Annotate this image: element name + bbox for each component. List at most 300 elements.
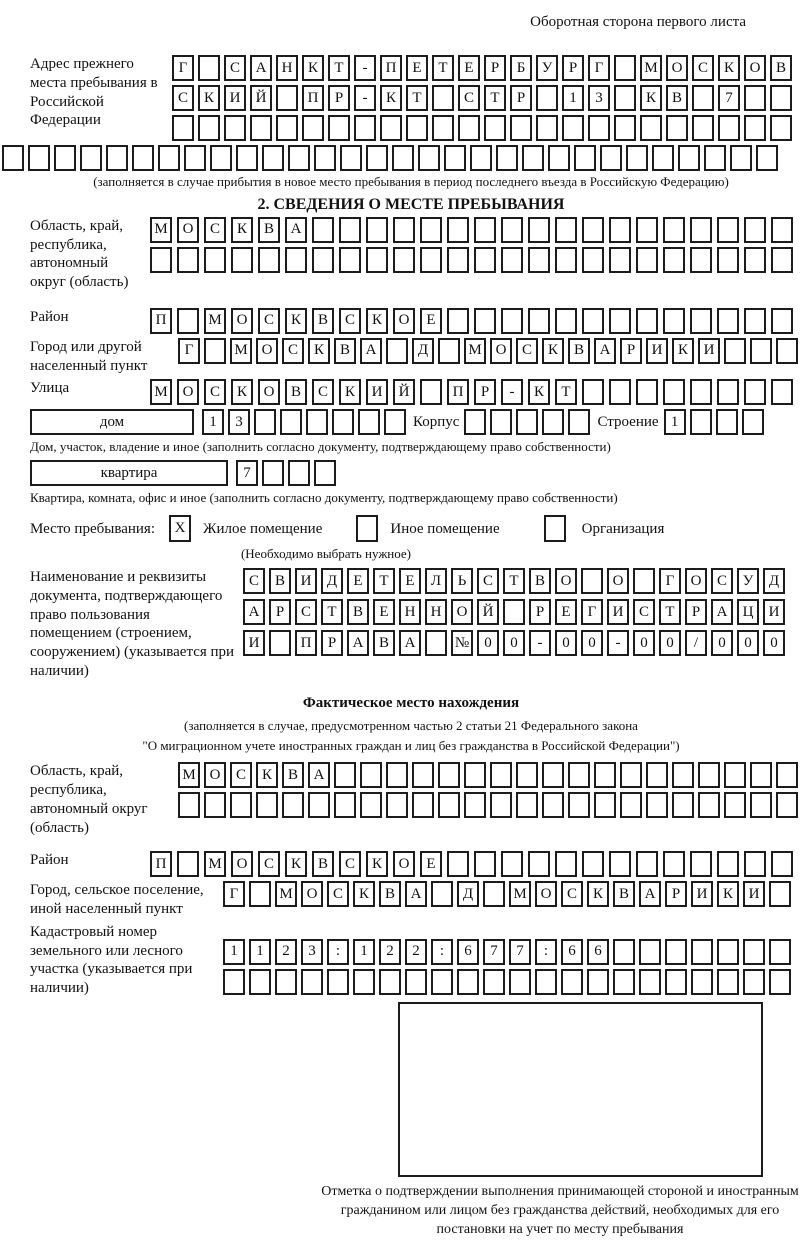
char-cell	[332, 409, 354, 435]
char-cell	[474, 217, 496, 243]
char-cell	[358, 409, 380, 435]
char-cell: С	[258, 308, 280, 334]
char-cell	[663, 217, 685, 243]
char-cell	[724, 792, 746, 818]
char-cell: -	[354, 85, 376, 111]
char-cell	[666, 115, 688, 141]
actual-district-row	[30, 851, 792, 877]
confirmation-note: Отметка о подтверждении выполнения принимающей стороной и иностранным гражданином или лицом без гражданства действий, необходимых для его постановки на учет по месту пребывания	[321, 1183, 799, 1237]
char-cell	[178, 792, 200, 818]
char-cell: Т	[373, 568, 395, 594]
char-cell	[771, 379, 793, 405]
char-cell	[184, 145, 206, 171]
document-label: Наименование и реквизиты документа, подтверждающего право пользования помещением (строением, сооружением) (указывается при наличии)	[30, 569, 235, 679]
char-cell	[447, 851, 469, 877]
char-cell: Т	[432, 55, 454, 81]
char-cell	[717, 308, 739, 334]
char-cell: И	[691, 881, 713, 907]
char-cell	[483, 969, 505, 995]
char-cell	[420, 217, 442, 243]
char-cell: А	[711, 599, 733, 625]
char-cell: Е	[420, 851, 442, 877]
char-cell	[704, 145, 726, 171]
char-cell	[561, 969, 583, 995]
char-cell: В	[347, 599, 369, 625]
char-cell	[536, 115, 558, 141]
section2-title: 2. СВЕДЕНИЯ О МЕСТЕ ПРЕБЫВАНИЯ	[257, 195, 565, 213]
char-cell	[198, 115, 220, 141]
char-cell	[501, 217, 523, 243]
korpus-label: Корпус	[413, 414, 460, 431]
section2-region-row	[30, 217, 792, 292]
char-cell	[379, 969, 401, 995]
char-cell: Р	[321, 630, 343, 656]
stay-type-checkbox-other-premises	[356, 515, 378, 542]
char-cell: 0	[555, 630, 577, 656]
char-cell: А	[347, 630, 369, 656]
char-cell	[613, 939, 635, 965]
char-cell	[636, 851, 658, 877]
char-cell	[204, 338, 226, 364]
char-cell: Ь	[451, 568, 473, 594]
char-cell	[594, 792, 616, 818]
char-cell	[177, 247, 199, 273]
char-cell	[750, 762, 772, 788]
char-cell	[600, 145, 622, 171]
char-cell	[204, 792, 226, 818]
char-cell: М	[275, 881, 297, 907]
char-cell: 2	[405, 939, 427, 965]
char-cell: С	[258, 851, 280, 877]
char-cell	[609, 379, 631, 405]
char-cell: Р	[510, 85, 532, 111]
char-cell: 2	[379, 939, 401, 965]
char-cell: Е	[399, 568, 421, 594]
char-cell	[438, 792, 460, 818]
char-cell: 0	[659, 630, 681, 656]
document-row-1	[243, 568, 785, 594]
actual-district-boxes	[150, 851, 793, 877]
char-cell	[282, 792, 304, 818]
char-cell	[406, 115, 428, 141]
char-cell	[474, 308, 496, 334]
char-cell: О	[301, 881, 323, 907]
char-cell: О	[607, 568, 629, 594]
char-cell	[177, 308, 199, 334]
korpus-boxes	[464, 409, 590, 435]
char-cell: К	[528, 379, 550, 405]
char-cell: С	[711, 568, 733, 594]
char-cell: 1	[664, 409, 686, 435]
char-cell: С	[224, 55, 246, 81]
char-cell	[698, 762, 720, 788]
char-cell: Ц	[737, 599, 759, 625]
char-cell: Т	[503, 568, 525, 594]
char-cell: К	[339, 379, 361, 405]
char-cell	[198, 55, 220, 81]
char-cell	[464, 409, 486, 435]
char-cell: А	[243, 599, 265, 625]
char-cell	[420, 247, 442, 273]
char-cell	[769, 881, 791, 907]
stay-type-option-residential-label: Жилое помещение	[203, 520, 323, 537]
char-cell	[328, 115, 350, 141]
char-cell	[750, 338, 772, 364]
char-cell	[568, 762, 590, 788]
char-cell: Г	[172, 55, 194, 81]
char-cell	[314, 145, 336, 171]
previous-address-row-1	[172, 55, 792, 81]
char-cell: Т	[328, 55, 350, 81]
char-cell: О	[535, 881, 557, 907]
char-cell: :	[535, 939, 557, 965]
char-cell: О	[231, 308, 253, 334]
char-cell	[717, 247, 739, 273]
char-cell	[483, 881, 505, 907]
char-cell: 7	[509, 939, 531, 965]
char-cell	[672, 762, 694, 788]
char-cell	[308, 792, 330, 818]
actual-region-row	[30, 762, 792, 837]
char-cell	[54, 145, 76, 171]
char-cell	[474, 851, 496, 877]
char-cell: В	[285, 379, 307, 405]
char-cell	[405, 969, 427, 995]
char-cell: О	[393, 851, 415, 877]
char-cell: О	[666, 55, 688, 81]
house-row	[30, 409, 792, 435]
char-cell	[636, 247, 658, 273]
char-cell	[204, 247, 226, 273]
char-cell: К	[542, 338, 564, 364]
char-cell	[776, 338, 798, 364]
char-cell	[384, 409, 406, 435]
document-row-3	[243, 630, 785, 656]
char-cell: Е	[420, 308, 442, 334]
char-cell: М	[640, 55, 662, 81]
char-cell	[106, 145, 128, 171]
house-note: Дом, участок, владение и иное (заполнить согласно документу, подтверждающему право собственности)	[30, 439, 611, 455]
actual-city-label: Город, сельское поселение, иной населенный пункт	[30, 882, 204, 918]
char-cell	[256, 792, 278, 818]
char-cell	[626, 145, 648, 171]
char-cell: И	[295, 568, 317, 594]
char-cell: 0	[503, 630, 525, 656]
char-cell: Е	[373, 599, 395, 625]
char-cell	[743, 969, 765, 995]
char-cell: -	[607, 630, 629, 656]
char-cell	[447, 247, 469, 273]
char-cell: В	[613, 881, 635, 907]
char-cell	[692, 115, 714, 141]
char-cell	[771, 217, 793, 243]
char-cell: П	[302, 85, 324, 111]
char-cell	[744, 247, 766, 273]
section2-city-label: Город или другой населенный пункт	[30, 338, 148, 374]
char-cell	[691, 969, 713, 995]
char-cell: Е	[458, 55, 480, 81]
char-cell: -	[354, 55, 376, 81]
char-cell	[172, 115, 194, 141]
char-cell: К	[366, 851, 388, 877]
char-cell	[501, 308, 523, 334]
section2-region-row-1	[150, 217, 793, 243]
char-cell	[28, 145, 50, 171]
char-cell: Д	[763, 568, 785, 594]
char-cell: С	[312, 379, 334, 405]
char-cell	[568, 409, 590, 435]
char-cell	[474, 247, 496, 273]
char-cell	[582, 217, 604, 243]
char-cell	[447, 308, 469, 334]
char-cell	[438, 338, 460, 364]
char-cell	[132, 145, 154, 171]
char-cell: К	[672, 338, 694, 364]
char-cell	[334, 792, 356, 818]
char-cell: С	[339, 851, 361, 877]
char-cell: Т	[321, 599, 343, 625]
char-cell: К	[366, 308, 388, 334]
char-cell	[380, 115, 402, 141]
char-cell	[535, 969, 557, 995]
char-cell	[275, 969, 297, 995]
char-cell	[639, 939, 661, 965]
char-cell	[510, 115, 532, 141]
char-cell: К	[308, 338, 330, 364]
char-cell	[80, 145, 102, 171]
char-cell	[280, 409, 302, 435]
char-cell	[542, 762, 564, 788]
char-cell	[609, 308, 631, 334]
char-cell: 0	[737, 630, 759, 656]
char-cell: С	[633, 599, 655, 625]
char-cell: А	[639, 881, 661, 907]
cadastral-row-1	[223, 939, 791, 965]
char-cell: И	[243, 630, 265, 656]
char-cell	[690, 409, 712, 435]
char-cell: -	[501, 379, 523, 405]
char-cell	[249, 969, 271, 995]
char-cell: Д	[412, 338, 434, 364]
char-cell	[724, 762, 746, 788]
char-cell: Р	[328, 85, 350, 111]
char-cell	[769, 939, 791, 965]
char-cell	[744, 379, 766, 405]
char-cell: С	[204, 379, 226, 405]
document-row-2	[243, 599, 785, 625]
char-cell: О	[490, 338, 512, 364]
char-cell: 0	[477, 630, 499, 656]
char-cell	[516, 762, 538, 788]
char-cell: Г	[659, 568, 681, 594]
char-cell: В	[269, 568, 291, 594]
char-cell: А	[360, 338, 382, 364]
char-cell: 6	[587, 939, 609, 965]
section2-district-label: Район	[30, 308, 69, 325]
char-cell	[340, 145, 362, 171]
char-cell: И	[366, 379, 388, 405]
char-cell: Д	[457, 881, 479, 907]
stay-type-checkbox-residential: X	[169, 515, 191, 542]
char-cell	[236, 145, 258, 171]
char-cell	[717, 379, 739, 405]
char-cell: №	[451, 630, 473, 656]
char-cell: М	[178, 762, 200, 788]
char-cell	[609, 217, 631, 243]
char-cell	[742, 409, 764, 435]
char-cell	[464, 792, 486, 818]
char-cell	[691, 939, 713, 965]
char-cell: И	[698, 338, 720, 364]
char-cell: М	[204, 851, 226, 877]
char-cell: В	[312, 308, 334, 334]
char-cell: С	[458, 85, 480, 111]
char-cell	[690, 247, 712, 273]
char-cell: К	[256, 762, 278, 788]
char-cell	[158, 145, 180, 171]
char-cell: 7	[483, 939, 505, 965]
char-cell	[555, 308, 577, 334]
char-cell: И	[763, 599, 785, 625]
char-cell: В	[373, 630, 395, 656]
char-cell: С	[477, 568, 499, 594]
char-cell: О	[231, 851, 253, 877]
char-cell	[276, 115, 298, 141]
char-cell	[262, 460, 284, 486]
char-cell	[458, 115, 480, 141]
char-cell	[665, 939, 687, 965]
char-cell	[432, 85, 454, 111]
char-cell	[582, 308, 604, 334]
char-cell: О	[451, 599, 473, 625]
char-cell: К	[231, 217, 253, 243]
char-cell: У	[737, 568, 759, 594]
char-cell	[588, 115, 610, 141]
char-cell	[663, 247, 685, 273]
char-cell: К	[198, 85, 220, 111]
char-cell	[393, 247, 415, 273]
char-cell	[663, 851, 685, 877]
char-cell	[2, 145, 24, 171]
char-cell	[431, 881, 453, 907]
cadastral-row	[30, 923, 792, 998]
char-cell	[470, 145, 492, 171]
char-cell: Р	[685, 599, 707, 625]
char-cell: Й	[393, 379, 415, 405]
char-cell: С	[172, 85, 194, 111]
char-cell: 6	[561, 939, 583, 965]
char-cell	[770, 85, 792, 111]
stay-type-option-organization-label: Организация	[581, 520, 665, 537]
char-cell: 3	[588, 85, 610, 111]
char-cell: :	[431, 939, 453, 965]
char-cell: К	[285, 308, 307, 334]
char-cell: С	[692, 55, 714, 81]
char-cell: К	[231, 379, 253, 405]
stay-type-note: (Необходимо выбрать нужное)	[240, 546, 412, 562]
char-cell	[339, 217, 361, 243]
char-cell	[770, 115, 792, 141]
char-cell: Г	[588, 55, 610, 81]
char-cell: К	[353, 881, 375, 907]
char-cell: А	[285, 217, 307, 243]
char-cell: К	[380, 85, 402, 111]
char-cell: 3	[301, 939, 323, 965]
char-cell: С	[230, 762, 252, 788]
char-cell	[639, 969, 661, 995]
char-cell	[490, 409, 512, 435]
confirmation-stamp-box	[398, 1002, 763, 1177]
char-cell: 3	[228, 409, 250, 435]
char-cell	[150, 247, 172, 273]
char-cell	[503, 599, 525, 625]
char-cell	[522, 145, 544, 171]
char-cell	[562, 115, 584, 141]
char-cell: Р	[474, 379, 496, 405]
char-cell	[386, 338, 408, 364]
stay-type-row	[30, 515, 792, 542]
char-cell: П	[295, 630, 317, 656]
char-cell	[339, 247, 361, 273]
char-cell	[418, 145, 440, 171]
char-cell: И	[224, 85, 246, 111]
char-cell: В	[334, 338, 356, 364]
char-cell: С	[339, 308, 361, 334]
previous-address-label: Адрес прежнего места пребывания в Российской Федерации	[30, 56, 158, 129]
char-cell	[262, 145, 284, 171]
char-cell	[528, 851, 550, 877]
char-cell: К	[640, 85, 662, 111]
char-cell	[744, 85, 766, 111]
char-cell: Е	[555, 599, 577, 625]
char-cell: Р	[484, 55, 506, 81]
char-cell: Р	[665, 881, 687, 907]
char-cell	[750, 792, 772, 818]
char-cell: О	[177, 379, 199, 405]
char-cell	[302, 115, 324, 141]
char-cell	[678, 145, 700, 171]
char-cell	[444, 145, 466, 171]
char-cell	[582, 851, 604, 877]
char-cell	[177, 851, 199, 877]
char-cell: Д	[321, 568, 343, 594]
char-cell	[640, 115, 662, 141]
char-cell	[698, 792, 720, 818]
actual-city-row	[30, 881, 792, 919]
char-cell	[690, 308, 712, 334]
cadastral-row-2	[223, 969, 791, 995]
previous-address-row-2	[172, 85, 792, 111]
char-cell: М	[150, 217, 172, 243]
char-cell: Р	[620, 338, 642, 364]
section2-district-boxes	[150, 308, 793, 334]
char-cell	[354, 115, 376, 141]
char-cell	[501, 851, 523, 877]
char-cell	[744, 851, 766, 877]
char-cell	[665, 969, 687, 995]
char-cell: О	[555, 568, 577, 594]
char-cell	[412, 792, 434, 818]
apartment-note: Квартира, комната, офис и иное (заполнить согласно документу, подтверждающему право собственности)	[30, 490, 618, 506]
char-cell	[581, 568, 603, 594]
char-cell: 0	[711, 630, 733, 656]
char-cell: В	[258, 217, 280, 243]
char-cell	[312, 247, 334, 273]
char-cell	[312, 217, 334, 243]
char-cell	[663, 308, 685, 334]
char-cell	[690, 379, 712, 405]
char-cell	[360, 762, 382, 788]
